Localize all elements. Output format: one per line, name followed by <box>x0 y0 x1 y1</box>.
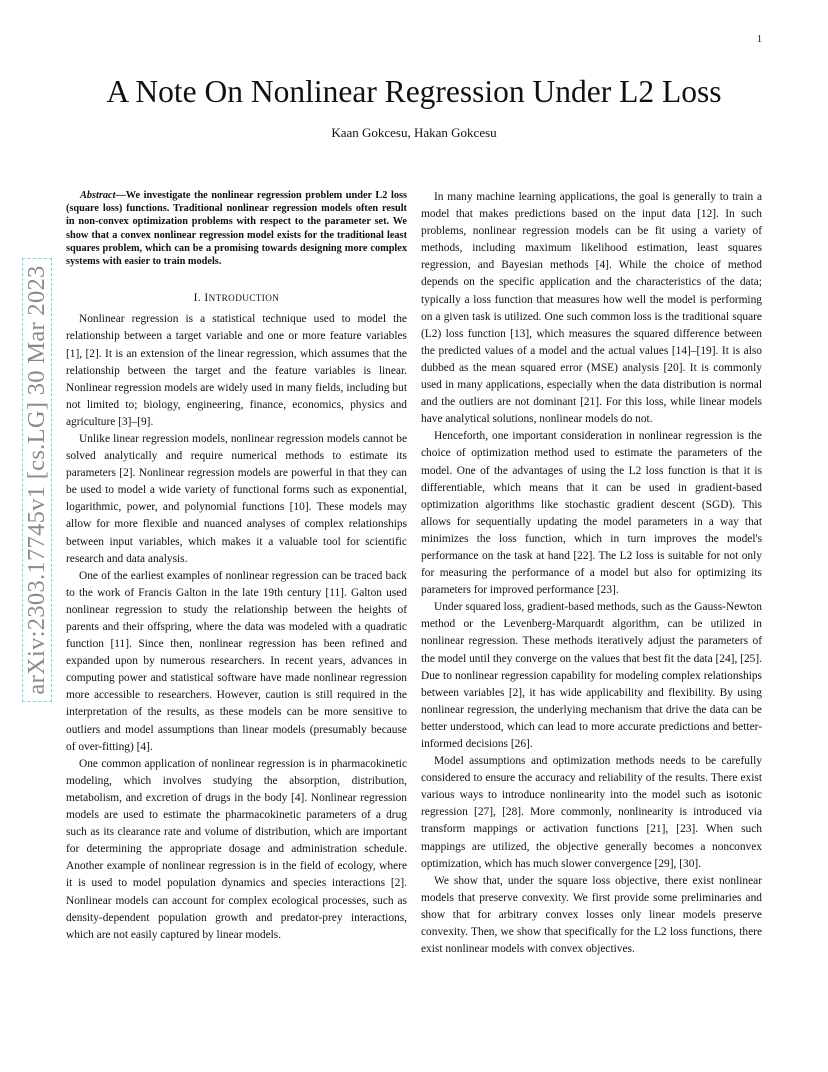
abstract <box>66 189 407 268</box>
paper-title: A Note On Nonlinear Regression Under L2 Loss <box>106 74 722 109</box>
right-column <box>421 189 762 958</box>
body-paragraph: One of the earliest examples of nonlinear regression can be traced back to the work of Francis Galton in the late 19th century [11]. Galton used nonlinear regression to study the relationship between the heights of parents and their offspring, where the data was modeled with a quadratic function [11]. Since then, nonlinear regression has been refined and expanded upon by numerous researchers. In recent years, advances in computing power and statistical software have made nonlinear regression more accessible to researchers. However, caution is still required in the interpretation of the results, as these models can be more sensitive to outliers and model assumptions than linear models (presumably because of over-fitting) [4]. <box>66 569 407 753</box>
abstract-label: Abstract <box>80 190 116 201</box>
paper-authors: Kaan Gokcesu, Hakan Gokcesu <box>331 125 497 140</box>
body-paragraph: Unlike linear regression models, nonlinear regression models cannot be solved analytically and require numerical methods to estimate its parameters [2]. Nonlinear regression models are powerful in that they can be used to model a wide variety of functional forms such as exponential, logarithmic, power, and polynomial functions [10]. These models may allow for more flexible and nuanced analyses of complex relationships between input variables, which makes it a valuable tool for scientific research and data analysis. <box>66 432 407 565</box>
body-paragraph: In many machine learning applications, the goal is generally to train a model that makes predictions based on the input data [12]. In such problems, nonlinear regression models can be fit using a variety of methods, including maximum likelihood estimation, least squares regression, and Bayesian methods [4]. While the choice of method depends on the specific application and the characteristics of the data; typically a loss function that measures how well the model is performing on a given task is utilized. One such common loss is the traditional square (L2) loss function [13], which measures the squared difference between the predicted values of a model and the actual values [14]–[19]. It is also dubbed as the mean squared error (MSE) analysis [20]. It is commonly used in many applications, especially when the data distribution is normal and the outliers are not dominant [21]. For this loss, while linear models have analytical solutions, nonlinear models do not. <box>421 191 762 426</box>
body-paragraph: One common application of nonlinear regression is in pharmacokinetic modeling, which involves studying the absorption, distribution, metabolism, and excretion of drugs in the body [4]. Nonlinear regression models are used to estimate the pharmacokinetic parameters of a drug such as its clearance rate and volume of distribution, which are important for determining the appropriate dosage and administration schedule. Another example of nonlinear regression is in the field of ecology, where it is used to model population dynamics and species interactions [2]. Nonlinear models can account for complex ecological processes, such as density-dependent population growth and predator-prey interactions, which are not easily captured by linear models. <box>66 757 407 941</box>
arxiv-identifier-stamp <box>22 258 52 702</box>
left-column <box>66 189 407 944</box>
body-paragraph: Henceforth, one important consideration in nonlinear regression is the choice of optimization method used to estimate the parameters of the model. One of the advantages of using the L2 loss function is that it is differentiable, which means that it can be used in gradient-based optimization algorithms like stochastic gradient descent (SGD). This allows for sequentially updating the model parameters in a way that minimizes the loss function, which in turn improves the model's performance on the task at hand [22]. The L2 loss is suitable for not only for measuring the performance of a model but also for optimizing its parameters for improved performance [23]. <box>421 430 762 597</box>
body-paragraph: Under squared loss, gradient-based methods, such as the Gauss-Newton method or the Levenberg-Marquardt algorithm, can be utilized in nonlinear regression. These methods iteratively adjust the parameters of the model until they converge on the values that best fit the data [24], [25]. Due to nonlinear regression capability for modeling complex relationships between variables [2], it has wide applicability and flexibility. By using nonlinear regression, the underlying mechanism that drive the data can be better understood, which can lead to more accurate predictions and better-informed decisions [26]. <box>421 601 762 750</box>
section-title-initial: I <box>204 292 209 305</box>
section-title-rest: NTRODUCTION <box>208 293 280 304</box>
body-paragraph: Model assumptions and optimization methods needs to be carefully considered to ensure the accuracy and reliability of the results. There exist various ways to introduce nonlinearity into the model such as isotonic regression [27], [28]. More commonly, nonlinearity is introduced via transform mappings or activation functions [21], [23]. When such mappings are utilized, the objective generally becomes a nonconvex optimization, which has much slower convergence [29], [30]. <box>421 755 762 870</box>
section-numeral: I. <box>193 292 205 305</box>
abstract-text: —We investigate the nonlinear regression problem under L2 loss (square loss) functions. Traditional nonlinear regression models often result in non-convex optimization problems with respect to the parameter set. We show that a convex nonlinear regression model exists for the traditional least squares problem, which can be a promising towards designing more complex systems with easier to train models. <box>66 190 407 268</box>
body-paragraph: We show that, under the square loss objective, there exist nonlinear models that preserve convexity. We first provide some preliminaries and show that for arbitrary convex losses only linear models preserve convexity. Then, we show that specifically for the L2 loss functions, there exist nonlinear models with convex objectives. <box>421 874 762 956</box>
page-number: 1 <box>757 34 762 45</box>
body-paragraph: Nonlinear regression is a statistical technique used to model the relationship between a target variable and one or more feature variables [1], [2]. It is an extension of the linear regression, which assumes that the relationship between the target and the feature variables is linear. Nonlinear regression models are widely used in many fields, including but not limited to; biology, engineering, finance, economics, physics and agriculture [3]–[9]. <box>66 313 407 428</box>
arxiv-identifier-text: arXiv:2303.17745v1 [cs.LG] 30 Mar 2023 <box>23 265 50 695</box>
section-heading <box>66 290 407 307</box>
